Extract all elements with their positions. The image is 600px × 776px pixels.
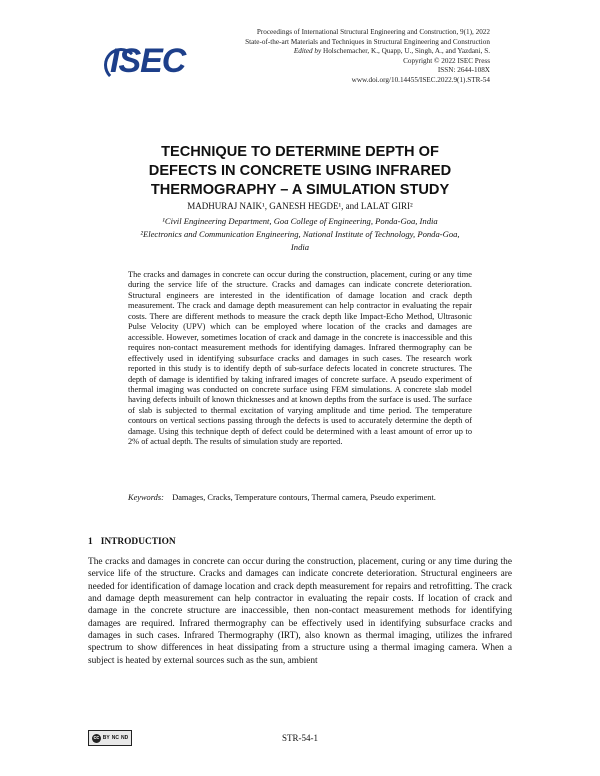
intro-paragraph: The cracks and damages in concrete can occur during the construction, placement, curing or any time during the service life of the structure. Cracks and damages can indicate concrete deterioration. Structural engineers are needed for identification of damage location and crack depth measurement for repairs and retrofitting. The crack and damage depth measurement can help contractor in evaluating the repair costs. If location of crack and damage in the concrete structure are inaccessible, then non-contact measurement methods for identifying damages are required. Infrared thermography can be effectively used in identifying subsurface cracks and damages in such cases. Infrared Thermography (IRT), also known as thermal imaging, utilizes the infrared spectrum to show differences in heat dissipating from a structure using a thermal imaging camera. When a subject is heated by external sources such as the sun, ambient: [88, 557, 512, 666]
logo-text: ISEC: [110, 42, 186, 80]
affiliation-line: ¹Civil Engineering Department, Goa College of Engineering, Ponda-Goa, India: [162, 216, 438, 226]
editors: Holschemacher, K., Quapp, U., Singh, A., and Yazdani, S.: [323, 47, 490, 56]
title-line: THERMOGRAPHY – A SIMULATION STUDY: [150, 182, 450, 198]
editors-line: [150, 47, 490, 57]
keywords-list: Damages, Cracks, Temperature contours, Thermal camera, Pseudo experiment.: [172, 493, 436, 502]
title-line: DEFECTS IN CONCRETE USING INFRARED: [148, 163, 452, 179]
keywords: [128, 493, 472, 503]
cc-icon: cc: [93, 735, 100, 741]
nd-label: ND: [120, 735, 129, 741]
page-number: STR-54-1: [282, 733, 318, 743]
section-title: INTRODUCTION: [100, 537, 176, 547]
by-label: BY: [102, 735, 110, 741]
journal-subtitle: State-of-the-art Materials and Techniques in Structural Engineering and Construction: [245, 37, 490, 46]
issn: ISSN: 2644-108X: [437, 66, 490, 75]
nc-label: NC: [111, 735, 119, 741]
journal-name: Proceedings of International Structural Engineering and Construction, 9(1), 2022: [256, 28, 490, 36]
affiliation-line: ²Electronics and Communication Engineering, National Institute of Technology, Ponda-Goa,: [140, 229, 460, 239]
section-number: 1: [88, 537, 93, 547]
doi-link[interactable]: www.doi.org/10.14455/ISEC.2022.9(1).STR-54: [351, 75, 490, 84]
paper-title: [60, 143, 540, 200]
title-line: TECHNIQUE TO DETERMINE DEPTH OF: [161, 144, 439, 160]
journal-header: [150, 28, 490, 86]
affiliation-line: India: [290, 242, 310, 252]
section-heading: [88, 537, 176, 547]
edited-prefix: Edited by: [293, 47, 322, 56]
copyright: Copyright © 2022 ISEC Press: [403, 56, 490, 65]
abstract: The cracks and damages in concrete can occur during the construction, placement, curing or any time during the service life of the structure. Cracks and damages can indicate concrete deterioration. Structural engineers are interested in the identification of damage location and crack depth measurement. The crack and damage depth measurement can help contractor in evaluating the repair costs. There are different methods to measure the crack depth like Impact-Echo Method, Ultrasonic Pulse Velocity (UPV) which can be employed where location of the cracks and damages are accessible. However, sometimes location of crack and damage in the concrete is inaccessible and this requires non-contact measurement methods for identifying damages. Infrared thermography can be effectively used in identifying subsurface cracks and damages in such cases. The research work reported in this study is to identify depth of sub-surface defects located in concrete structures. The depth of damage is identified by taking infrared images of concrete surface. A pseudo experiment of thermal imaging was conducted on concrete surface using FEM simulations. A concrete slab model having defects inbuilt of known thicknesses and at known depths from the surface is used. The surface of slab is subjected to thermal excitation of varying amplitude and time period. The temperature contours on vertical sections passing through the defects is used to accurately determine the depth of damage. Using this technique depth of defect could be determined with a least amount of error up to 2% of actual depth. The results of simulation study are reported.: [128, 270, 472, 447]
keywords-label: Keywords:: [128, 493, 164, 502]
affiliations: [60, 215, 540, 254]
authors: MADHURAJ NAIK¹, GANESH HEGDE¹, and LALAT GIRI²: [187, 201, 413, 211]
